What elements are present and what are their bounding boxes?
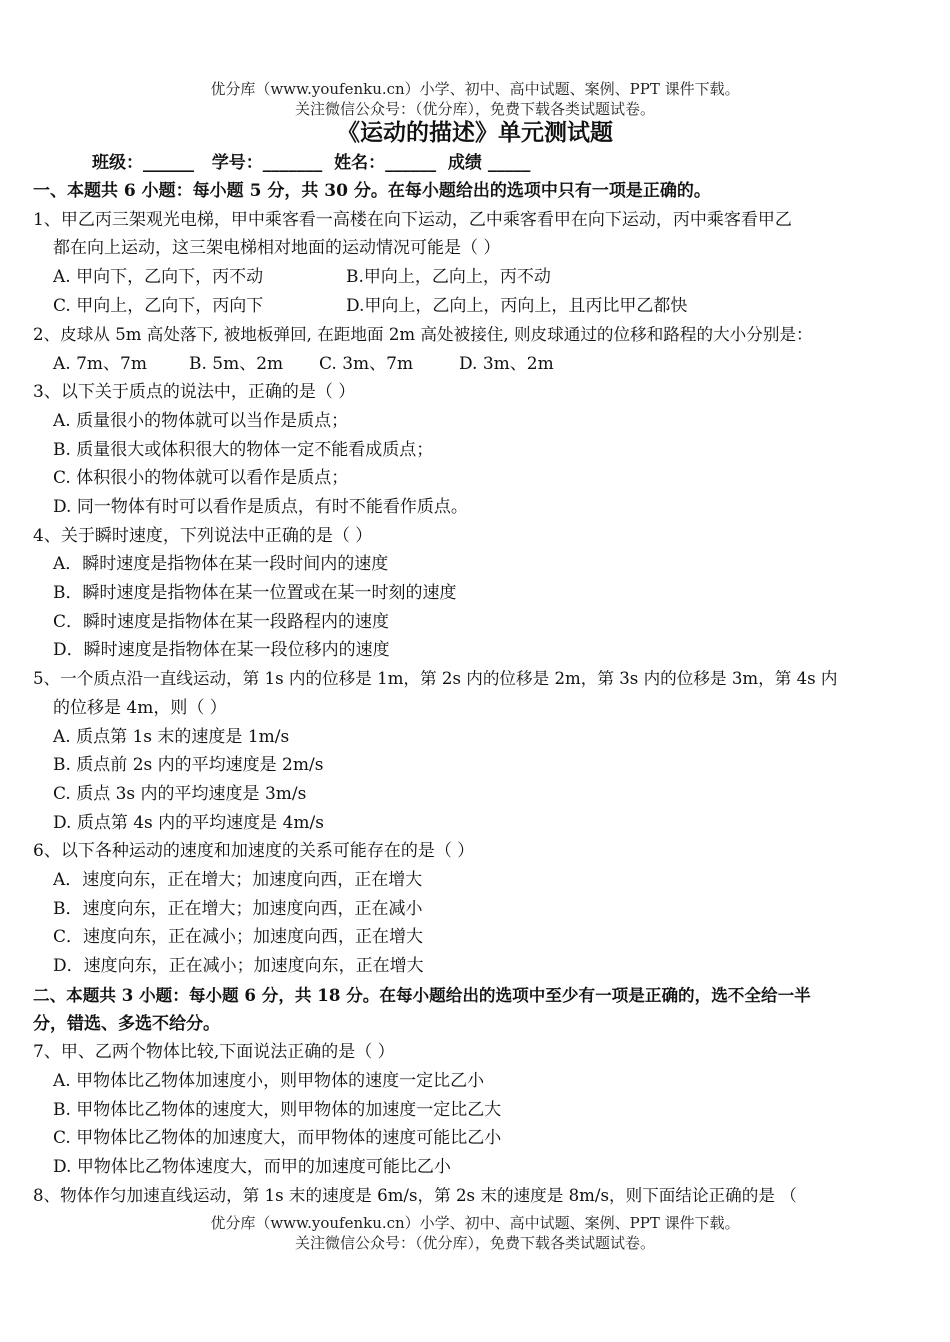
student-info-line: 班级：______ 学号：_______ 姓名：______ 成绩 _____ bbox=[92, 153, 531, 173]
q6-option-a: A．速度向东，正在增大；加速度向西，正在增大 bbox=[53, 870, 423, 890]
q1-option-a: A. 甲向下，乙向下，丙不动 bbox=[53, 267, 264, 287]
q1-option-d: D.甲向上，乙向上，丙向上，且丙比甲乙都快 bbox=[346, 296, 688, 316]
q7-option-c: C. 甲物体比乙物体的加速度大，而甲物体的速度可能比乙小 bbox=[53, 1128, 502, 1148]
header-line-2: 关注微信公众号：（优分库），免费下载各类试题试卷。 bbox=[294, 100, 655, 118]
q1-options-row2 bbox=[53, 292, 687, 320]
q4-option-b: B．瞬时速度是指物体在某一位置或在某一时刻的速度 bbox=[53, 583, 457, 603]
q2-option-b: B. 5m、2m bbox=[189, 354, 284, 374]
q2-option-c: C. 3m、7m bbox=[319, 354, 414, 374]
q3-option-a: A. 质量很小的物体就可以当作是质点； bbox=[53, 411, 349, 431]
q7-option-b: B. 甲物体比乙物体的速度大，则甲物体的加速度一定比乙大 bbox=[53, 1100, 502, 1120]
section-1-heading: 一、本题共 6 小题：每小题 5 分，共 30 分。在每小题给出的选项中只有一项是正确的。 bbox=[33, 181, 711, 201]
q4-stem: 4、关于瞬时速度，下列说法中正确的是（ ） bbox=[33, 526, 373, 546]
q1-stem-line2: 都在向上运动，这三架电梯相对地面的运动情况可能是（ ） bbox=[53, 238, 501, 258]
q2-options-row bbox=[53, 350, 554, 378]
header-line-1: 优分库（www.youfenku.cn）小学、初中、高中试题、案例、PPT 课件下载。 bbox=[210, 80, 740, 98]
q5-option-a: A. 质点第 1s 末的速度是 1m/s bbox=[53, 727, 290, 747]
q8-stem: 8、物体作匀加速直线运动，第 1s 末的速度是 6m/s，第 2s 末的速度是 8m/s，则下面结论正确的是 （ bbox=[33, 1186, 797, 1205]
q3-option-b: B. 质量很大或体积很大的物体一定不能看成质点； bbox=[53, 440, 434, 460]
q5-option-d: D. 质点第 4s 内的平均速度是 4m/s bbox=[53, 813, 324, 833]
q3-option-d: D. 同一物体有时可以看作是质点，有时不能看作质点。 bbox=[53, 497, 468, 517]
page-title: 《运动的描述》单元测试题 bbox=[337, 119, 613, 146]
q7-option-d: D. 甲物体比乙物体速度大，而甲的加速度可能比乙小 bbox=[53, 1157, 451, 1177]
q5-stem-line2: 的位移是 4m，则（ ） bbox=[53, 698, 227, 718]
q5-option-c: C. 质点 3s 内的平均速度是 3m/s bbox=[53, 784, 307, 804]
q7-stem: 7、甲、乙两个物体比较,下面说法正确的是（ ） bbox=[33, 1042, 395, 1062]
q6-option-d: D．速度向东，正在减小；加速度向东，正在增大 bbox=[53, 956, 424, 976]
q2-option-d: D. 3m、2m bbox=[459, 354, 554, 374]
q7-option-a: A. 甲物体比乙物体加速度小，则甲物体的速度一定比乙小 bbox=[53, 1071, 485, 1091]
q6-option-c: C．速度向东，正在减小；加速度向西，正在增大 bbox=[53, 927, 424, 947]
q1-option-b: B.甲向上，乙向上，丙不动 bbox=[346, 267, 551, 287]
q3-option-c: C. 体积很小的物体就可以看作是质点； bbox=[53, 468, 349, 488]
q2-stem: 2、皮球从 5m 高处落下, 被地板弹回, 在距地面 2m 高处被接住, 则皮球通过的位移和路程的大小分别是： bbox=[33, 325, 813, 344]
q5-option-b: B. 质点前 2s 内的平均速度是 2m/s bbox=[53, 755, 324, 775]
q6-stem: 6、以下各种运动的速度和加速度的关系可能存在的是（ ） bbox=[33, 841, 475, 861]
q5-stem-line1: 5、一个质点沿一直线运动，第 1s 内的位移是 1m，第 2s 内的位移是 2m，第 3s 内的位移是 3m，第 4s 内 bbox=[33, 669, 838, 688]
section-2-heading-line1: 二、本题共 3 小题：每小题 6 分，共 18 分。在每小题给出的选项中至少有一项是正确的，选不全给一半 bbox=[33, 985, 811, 1005]
q4-option-c: C．瞬时速度是指物体在某一段路程内的速度 bbox=[53, 612, 390, 632]
q4-option-d: D．瞬时速度是指物体在某一段位移内的速度 bbox=[53, 640, 390, 660]
footer-line-1: 优分库（www.youfenku.cn）小学、初中、高中试题、案例、PPT 课件下载。 bbox=[210, 1214, 740, 1232]
q1-option-c: C. 甲向上，乙向下，丙向下 bbox=[53, 296, 264, 316]
q4-option-a: A．瞬时速度是指物体在某一段时间内的速度 bbox=[53, 554, 389, 574]
q2-option-a: A. 7m、7m bbox=[53, 354, 147, 374]
q1-stem-line1: 1、甲乙丙三架观光电梯，甲中乘客看一高楼在向下运动，乙中乘客看甲在向下运动，丙中乘客看甲乙 bbox=[33, 210, 792, 230]
footer-line-2: 关注微信公众号：（优分库），免费下载各类试题试卷。 bbox=[294, 1234, 655, 1252]
q6-option-b: B．速度向东，正在增大；加速度向西，正在减小 bbox=[53, 899, 423, 919]
q3-stem: 3、以下关于质点的说法中，正确的是（ ） bbox=[33, 382, 356, 402]
section-2-heading-line2: 分，错选、多选不给分。 bbox=[33, 1014, 220, 1034]
q1-options-row1 bbox=[53, 263, 551, 291]
